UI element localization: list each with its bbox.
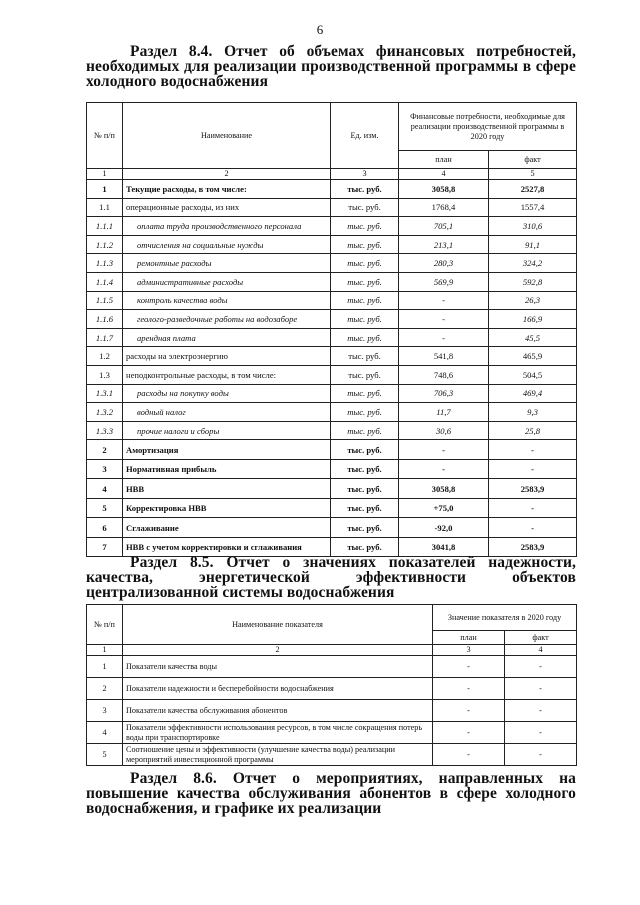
row-unit: тыс. руб. <box>331 291 399 310</box>
row-fact-value: - <box>505 744 577 766</box>
header-num: № п/п <box>87 103 123 169</box>
row-plan-value: 3041,8 <box>399 537 489 557</box>
table-row <box>87 198 577 217</box>
row-number: 7 <box>87 537 123 557</box>
row-fact-value: 2527,8 <box>489 180 577 199</box>
header-unit: Ед. изм. <box>331 103 399 169</box>
row-name: прочие налоги и сборы <box>123 421 331 440</box>
row-name: Текущие расходы, в том числе: <box>123 180 331 199</box>
row-name: Показатели надежности и бесперебойности водоснабжения <box>123 678 433 700</box>
financial-needs-table <box>86 102 577 557</box>
row-name: Корректировка НВВ <box>123 498 331 518</box>
row-fact-value: - <box>505 722 577 744</box>
row-unit: тыс. руб. <box>331 272 399 291</box>
row-name: неподконтрольные расходы, в том числе: <box>123 365 331 384</box>
col-number: 1 <box>87 169 123 180</box>
header-name: Наименование показателя <box>123 605 433 645</box>
row-number: 1 <box>87 180 123 199</box>
row-unit: тыс. руб. <box>331 479 399 499</box>
row-plan-value: - <box>399 328 489 347</box>
row-number: 4 <box>87 479 123 499</box>
row-plan-value: 213,1 <box>399 235 489 254</box>
row-number: 1.2 <box>87 347 123 366</box>
col-number: 4 <box>399 169 489 180</box>
row-fact-value: 25,8 <box>489 421 577 440</box>
table-row <box>87 498 577 518</box>
row-unit: тыс. руб. <box>331 180 399 199</box>
row-unit: тыс. руб. <box>331 459 399 479</box>
row-plan-value: - <box>399 440 489 460</box>
row-number: 1.1.2 <box>87 235 123 254</box>
row-name: Соотношение цены и эффективности (улучшение качества воды) реализации мероприятий инвестиционной программы <box>123 744 433 766</box>
row-name: Амортизация <box>123 440 331 460</box>
row-fact-value: - <box>489 440 577 460</box>
row-fact-value: 26,3 <box>489 291 577 310</box>
row-plan-value: - <box>433 744 505 766</box>
row-number: 4 <box>87 722 123 744</box>
header-needs: Финансовые потребности, необходимые для реализации производственной программы в 2020 году <box>399 103 577 151</box>
section-8-6-title: Раздел 8.6. Отчет о мероприятиях, направленных на повышение качества обслуживания абонентов в сфере холодного водоснабжения, и графике их реализации <box>86 770 576 817</box>
row-plan-value: 569,9 <box>399 272 489 291</box>
row-name: отчисления на социальные нужды <box>123 235 331 254</box>
row-name: ремонтные расходы <box>123 254 331 273</box>
row-plan-value: 748,6 <box>399 365 489 384</box>
row-fact-value: 45,5 <box>489 328 577 347</box>
row-fact-value: 166,9 <box>489 310 577 329</box>
row-number: 1.3.3 <box>87 421 123 440</box>
row-fact-value: - <box>505 678 577 700</box>
header-fact: факт <box>489 151 577 169</box>
row-name: расходы на электроэнергию <box>123 347 331 366</box>
row-number: 1.3.2 <box>87 403 123 422</box>
row-number: 3 <box>87 459 123 479</box>
table-row <box>87 700 577 722</box>
row-plan-value: - <box>433 656 505 678</box>
row-plan-value: 1768,4 <box>399 198 489 217</box>
row-plan-value: 280,3 <box>399 254 489 273</box>
row-plan-value: 3058,8 <box>399 479 489 499</box>
row-name: Показатели качества воды <box>123 656 433 678</box>
col-number: 2 <box>123 169 331 180</box>
table-row <box>87 656 577 678</box>
row-unit: тыс. руб. <box>331 403 399 422</box>
header-num: № п/п <box>87 605 123 645</box>
row-fact-value: - <box>489 498 577 518</box>
row-fact-value: 2583,9 <box>489 479 577 499</box>
row-name: операционные расходы, из них <box>123 198 331 217</box>
row-fact-value: 592,8 <box>489 272 577 291</box>
header-plan: план <box>433 631 505 645</box>
row-plan-value: 706,3 <box>399 384 489 403</box>
section-8-5-title: Раздел 8.5. Отчет о значениях показателей надежности, качества, энергетической эффективности объектов централизованной системы водоснабжения <box>86 554 576 601</box>
row-plan-value: - <box>399 310 489 329</box>
header-row <box>87 169 577 180</box>
col-number: 5 <box>489 169 577 180</box>
row-number: 1.1.4 <box>87 272 123 291</box>
row-plan-value: 541,8 <box>399 347 489 366</box>
row-unit: тыс. руб. <box>331 518 399 538</box>
row-name: Нормативная прибыль <box>123 459 331 479</box>
row-unit: тыс. руб. <box>331 217 399 236</box>
table-row <box>87 440 577 460</box>
row-number: 1.3.1 <box>87 384 123 403</box>
row-fact-value: 465,9 <box>489 347 577 366</box>
row-name: Сглаживание <box>123 518 331 538</box>
row-unit: тыс. руб. <box>331 421 399 440</box>
table-row <box>87 272 577 291</box>
row-plan-value: - <box>433 722 505 744</box>
table-row <box>87 403 577 422</box>
row-unit: тыс. руб. <box>331 235 399 254</box>
row-plan-value: -92,0 <box>399 518 489 538</box>
row-unit: тыс. руб. <box>331 365 399 384</box>
table-row <box>87 744 577 766</box>
table-row <box>87 479 577 499</box>
page-number: 6 <box>316 22 324 37</box>
row-name: Показатели качества обслуживания абонентов <box>123 700 433 722</box>
row-name: административные расходы <box>123 272 331 291</box>
table-row <box>87 459 577 479</box>
row-number: 5 <box>87 498 123 518</box>
row-fact-value: - <box>489 518 577 538</box>
row-number: 6 <box>87 518 123 538</box>
row-name: геолого-разведочные работы на водозаборе <box>123 310 331 329</box>
row-unit: тыс. руб. <box>331 347 399 366</box>
row-fact-value: 324,2 <box>489 254 577 273</box>
table-row <box>87 254 577 273</box>
row-name: НВВ <box>123 479 331 499</box>
row-fact-value: 2583,9 <box>489 537 577 557</box>
row-plan-value: 11,7 <box>399 403 489 422</box>
col-number: 3 <box>331 169 399 180</box>
table-row <box>87 518 577 538</box>
col-number: 1 <box>87 645 123 656</box>
table-row <box>87 180 577 199</box>
header-row <box>87 103 577 151</box>
row-number: 1.1.3 <box>87 254 123 273</box>
row-unit: тыс. руб. <box>331 384 399 403</box>
row-fact-value: - <box>489 459 577 479</box>
header-row <box>87 645 577 656</box>
row-unit: тыс. руб. <box>331 328 399 347</box>
row-fact-value: - <box>505 700 577 722</box>
row-fact-value: - <box>505 656 577 678</box>
header-plan: план <box>399 151 489 169</box>
row-number: 2 <box>87 440 123 460</box>
row-name: контроль качества воды <box>123 291 331 310</box>
row-unit: тыс. руб. <box>331 198 399 217</box>
row-number: 1.1 <box>87 198 123 217</box>
table-row <box>87 310 577 329</box>
row-name: водный налог <box>123 403 331 422</box>
row-name: НВВ с учетом корректировки и сглаживания <box>123 537 331 557</box>
header-row <box>87 605 577 631</box>
header-fact: факт <box>505 631 577 645</box>
row-fact-value: 469,4 <box>489 384 577 403</box>
row-plan-value: - <box>433 700 505 722</box>
table-row <box>87 328 577 347</box>
row-unit: тыс. руб. <box>331 537 399 557</box>
row-number: 1.1.6 <box>87 310 123 329</box>
indicators-table <box>86 604 577 766</box>
section-8-4-title: Раздел 8.4. Отчет об объемах финансовых потребностей, необходимых для реализации производственной программы в сфере холодного водоснабжения <box>86 43 576 90</box>
row-plan-value: 705,1 <box>399 217 489 236</box>
row-number: 5 <box>87 744 123 766</box>
table-row <box>87 291 577 310</box>
row-unit: тыс. руб. <box>331 310 399 329</box>
row-number: 3 <box>87 700 123 722</box>
row-number: 1 <box>87 656 123 678</box>
table-row <box>87 678 577 700</box>
row-fact-value: 310,6 <box>489 217 577 236</box>
row-plan-value: 30,6 <box>399 421 489 440</box>
table-row <box>87 235 577 254</box>
col-number: 4 <box>505 645 577 656</box>
header-value: Значение показателя в 2020 году <box>433 605 577 631</box>
row-name: Показатели эффективности использования ресурсов, в том числе сокращения потерь воды при транспортировке <box>123 722 433 744</box>
row-fact-value: 1557,4 <box>489 198 577 217</box>
row-name: оплата труда производственного персонала <box>123 217 331 236</box>
table-row <box>87 722 577 744</box>
row-fact-value: 504,5 <box>489 365 577 384</box>
row-fact-value: 91,1 <box>489 235 577 254</box>
row-plan-value: 3058,8 <box>399 180 489 199</box>
table-row <box>87 365 577 384</box>
row-plan-value: +75,0 <box>399 498 489 518</box>
row-unit: тыс. руб. <box>331 254 399 273</box>
table-row <box>87 421 577 440</box>
header-name: Наименование <box>123 103 331 169</box>
row-number: 1.1.5 <box>87 291 123 310</box>
row-plan-value: - <box>433 678 505 700</box>
table-row <box>87 347 577 366</box>
row-number: 1.3 <box>87 365 123 384</box>
row-number: 1.1.1 <box>87 217 123 236</box>
row-unit: тыс. руб. <box>331 440 399 460</box>
col-number: 3 <box>433 645 505 656</box>
row-plan-value: - <box>399 291 489 310</box>
row-unit: тыс. руб. <box>331 498 399 518</box>
row-name: расходы на покупку воды <box>123 384 331 403</box>
row-number: 1.1.7 <box>87 328 123 347</box>
row-number: 2 <box>87 678 123 700</box>
table-row <box>87 384 577 403</box>
row-plan-value: - <box>399 459 489 479</box>
table-row <box>87 217 577 236</box>
row-fact-value: 9,3 <box>489 403 577 422</box>
col-number: 2 <box>123 645 433 656</box>
row-name: арендная плата <box>123 328 331 347</box>
